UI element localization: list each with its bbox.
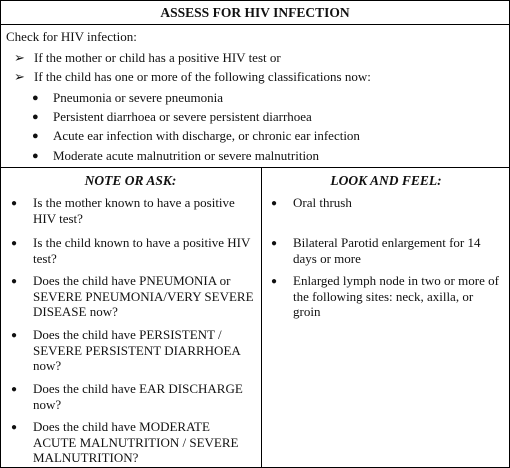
note-ask-item: Is the child known to have a positive HIV test? bbox=[33, 235, 251, 266]
classification-3: Acute ear infection with discharge, or chronic ear infection bbox=[53, 128, 360, 143]
title-divider bbox=[0, 24, 510, 25]
bullet-icon: ● bbox=[32, 111, 39, 123]
bullet-icon: ● bbox=[32, 130, 39, 142]
look-feel-item: Oral thrush bbox=[293, 195, 352, 210]
note-ask-item: Is the mother known to have a positive HIV test? bbox=[33, 195, 235, 226]
arrow-bullet-icon: ➢ bbox=[14, 50, 25, 65]
bullet-icon: ● bbox=[271, 238, 278, 249]
check-condition-2: If the child has one or more of the following classifications now: bbox=[34, 69, 371, 84]
bullet-icon: ● bbox=[11, 384, 18, 395]
bullet-icon: ● bbox=[32, 150, 39, 162]
note-ask-item: Does the child have EAR DISCHARGE now? bbox=[33, 381, 243, 412]
column-divider bbox=[261, 167, 262, 468]
note-ask-item: Does the child have PNEUMONIA or SEVERE PNEUMONIA/VERY SEVERE DISEASE now? bbox=[33, 273, 254, 319]
classification-2: Persistent diarrhoea or severe persistent diarrhoea bbox=[53, 109, 312, 124]
check-label: Check for HIV infection: bbox=[6, 29, 137, 44]
look-feel-heading: LOOK AND FEEL: bbox=[330, 173, 442, 188]
look-feel-item: Enlarged lymph node in two or more of the following sites: neck, axilla, or groin bbox=[293, 273, 499, 319]
bullet-icon: ● bbox=[11, 276, 18, 287]
page-title: ASSESS FOR HIV INFECTION bbox=[160, 5, 350, 20]
check-condition-1: If the mother or child has a positive HIV test or bbox=[34, 50, 281, 65]
look-feel-item: Bilateral Parotid enlargement for 14 days or more bbox=[293, 235, 481, 266]
bullet-icon: ● bbox=[11, 422, 18, 433]
bullet-icon: ● bbox=[271, 198, 278, 209]
classification-4: Moderate acute malnutrition or severe malnutrition bbox=[53, 148, 320, 163]
bullet-icon: ● bbox=[11, 238, 18, 249]
classification-1: Pneumonia or severe pneumonia bbox=[53, 90, 224, 105]
note-ask-heading: NOTE OR ASK: bbox=[84, 173, 177, 188]
bullet-icon: ● bbox=[11, 330, 18, 341]
note-ask-item: Does the child have PERSISTENT / SEVERE PERSISTENT DIARRHOEA now? bbox=[33, 327, 241, 373]
note-ask-item: Does the child have MODERATE ACUTE MALNUTRITION / SEVERE MALNUTRITION? bbox=[33, 419, 239, 465]
bullet-icon: ● bbox=[11, 198, 18, 209]
bullet-icon: ● bbox=[271, 276, 278, 287]
bullet-icon: ● bbox=[32, 92, 39, 104]
arrow-bullet-icon: ➢ bbox=[14, 69, 25, 84]
section-divider bbox=[0, 167, 510, 168]
